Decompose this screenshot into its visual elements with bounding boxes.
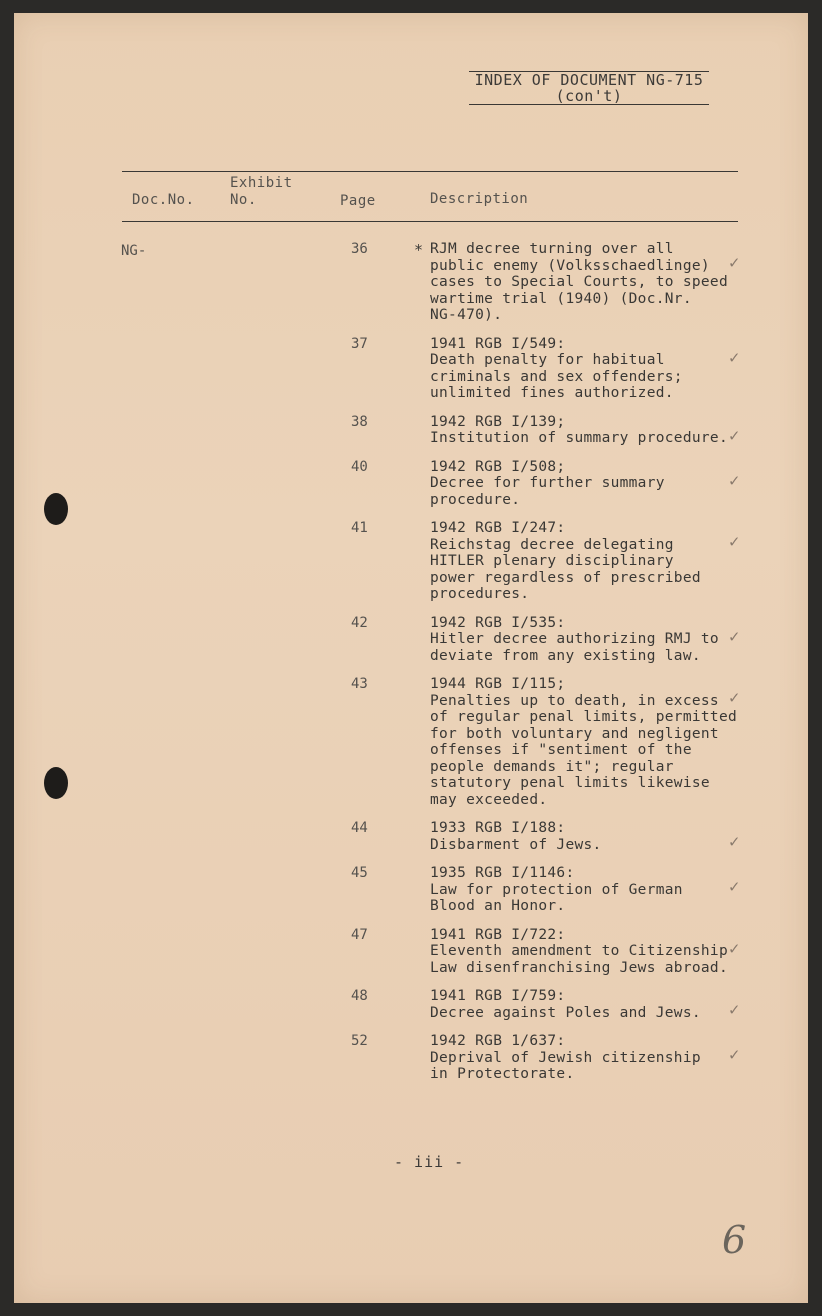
checkmark-icon: ✓ bbox=[729, 253, 740, 273]
index-entry bbox=[14, 988, 808, 1021]
index-entry bbox=[14, 615, 808, 665]
entry-description bbox=[430, 927, 808, 977]
entry-description bbox=[430, 336, 808, 402]
description-line: 1942 RGB I/535: bbox=[430, 614, 566, 631]
index-entry bbox=[14, 336, 808, 402]
document-title bbox=[469, 71, 709, 105]
description-line: procedures. bbox=[430, 586, 530, 602]
document-page bbox=[14, 13, 808, 1303]
description-line: Reichstag decree delegating bbox=[430, 536, 674, 553]
description-line: Death penalty for habitual bbox=[430, 352, 665, 368]
page-number-footer: - iii - bbox=[394, 1153, 465, 1171]
description-line: NG-470). bbox=[430, 307, 503, 323]
description-line: Disbarment of Jews. bbox=[430, 836, 602, 853]
entry-page-number: 38 bbox=[351, 413, 368, 430]
entry-page-number: 43 bbox=[351, 676, 368, 692]
description-line: 1935 RGB I/1146: bbox=[430, 865, 575, 881]
description-line: 1941 RGB I/549: bbox=[430, 335, 566, 352]
checkmark-icon: ✓ bbox=[729, 688, 740, 708]
description-line: 1941 RGB I/759: bbox=[430, 988, 566, 1004]
description-line: in Protectorate. bbox=[430, 1066, 575, 1082]
index-entry bbox=[14, 820, 808, 853]
description-line: deviate from any existing law. bbox=[430, 647, 701, 664]
entry-page-number: 37 bbox=[351, 335, 368, 352]
checkmark-icon: ✓ bbox=[729, 1045, 740, 1065]
index-entry bbox=[14, 865, 808, 915]
checkmark-icon: ✓ bbox=[729, 425, 740, 446]
header-exhibit-line1: Exhibit bbox=[230, 175, 293, 191]
index-entry bbox=[14, 676, 808, 808]
handwritten-number: 6 bbox=[722, 1218, 747, 1262]
index-entry bbox=[14, 927, 808, 977]
header-description: Description bbox=[430, 191, 529, 207]
description-line: Deprival of Jewish citizenship bbox=[430, 1049, 701, 1066]
description-line: Hitler decree authorizing RMJ to bbox=[430, 631, 719, 647]
description-line: statutory penal limits likewise bbox=[430, 775, 710, 791]
description-line: Decree against Poles and Jews. bbox=[430, 1004, 701, 1021]
entry-description bbox=[430, 414, 808, 447]
description-line: wartime trial (1940) (Doc.Nr. bbox=[430, 290, 692, 307]
index-entries bbox=[14, 241, 808, 1095]
asterisk-marker: * bbox=[414, 241, 424, 259]
index-entry bbox=[14, 1033, 808, 1083]
doc-no-value: NG- bbox=[121, 243, 147, 259]
description-line: Law for protection of German bbox=[430, 881, 683, 898]
entry-description bbox=[430, 1033, 808, 1083]
table-top-rule bbox=[122, 171, 738, 172]
checkmark-icon: ✓ bbox=[729, 1000, 740, 1020]
description-line: 1944 RGB I/115; bbox=[430, 676, 566, 692]
description-line: HITLER plenary disciplinary bbox=[430, 553, 674, 569]
description-line: of regular penal limits, permitted bbox=[430, 709, 738, 725]
index-entry bbox=[14, 414, 808, 447]
checkmark-icon: ✓ bbox=[729, 877, 740, 897]
entry-description bbox=[430, 520, 808, 603]
header-bottom-rule bbox=[122, 221, 738, 222]
entry-page-number: 36 bbox=[351, 241, 368, 257]
index-entry bbox=[14, 520, 808, 603]
index-entry bbox=[14, 459, 808, 509]
description-line: RJM decree turning over all bbox=[430, 241, 674, 257]
description-line: 1942 RGB 1/637: bbox=[430, 1033, 566, 1049]
entry-page-number: 45 bbox=[351, 865, 368, 881]
entry-page-number: 52 bbox=[351, 1033, 368, 1049]
description-line: Blood an Honor. bbox=[430, 898, 566, 914]
header-page: Page bbox=[340, 193, 376, 209]
description-line: for both voluntary and negligent bbox=[430, 725, 719, 742]
description-line: 1933 RGB I/188: bbox=[430, 820, 566, 836]
entry-description bbox=[430, 241, 808, 324]
description-line: criminals and sex offenders; bbox=[430, 368, 683, 385]
description-line: 1941 RGB I/722: bbox=[430, 926, 566, 943]
entry-description bbox=[430, 820, 808, 853]
entry-description bbox=[430, 676, 808, 808]
entry-page-number: 41 bbox=[351, 520, 368, 536]
header-doc-no: Doc.No. bbox=[132, 192, 195, 208]
entry-page-number: 42 bbox=[351, 614, 368, 631]
entry-description bbox=[430, 865, 808, 915]
checkmark-icon: ✓ bbox=[729, 470, 740, 491]
header-exhibit-line2: No. bbox=[230, 192, 257, 208]
entry-page-number: 44 bbox=[351, 820, 368, 836]
description-line: public enemy (Volksschaedlinge) bbox=[430, 257, 710, 274]
description-line: 1942 RGB I/247: bbox=[430, 520, 566, 536]
entry-page-number: 40 bbox=[351, 458, 368, 475]
description-line: cases to Special Courts, to speed bbox=[430, 274, 728, 290]
description-line: may exceeded. bbox=[430, 791, 548, 808]
entry-description bbox=[430, 988, 808, 1021]
description-line: 1942 RGB I/508; bbox=[430, 458, 566, 475]
description-line: unlimited fines authorized. bbox=[430, 385, 674, 401]
title-line-2: (con't) bbox=[555, 87, 623, 105]
checkmark-icon: ✓ bbox=[729, 347, 740, 368]
checkmark-icon: ✓ bbox=[729, 938, 740, 959]
description-line: Decree for further summary bbox=[430, 475, 665, 491]
title-line-1: INDEX OF DOCUMENT NG-715 bbox=[474, 71, 704, 89]
index-entry bbox=[14, 241, 808, 324]
checkmark-icon: ✓ bbox=[729, 532, 740, 552]
description-line: procedure. bbox=[430, 491, 521, 508]
entry-description bbox=[430, 459, 808, 509]
description-line: Law disenfranchising Jews abroad. bbox=[430, 959, 728, 976]
description-line: Penalties up to death, in excess bbox=[430, 692, 719, 709]
entry-page-number: 48 bbox=[351, 988, 368, 1004]
checkmark-icon: ✓ bbox=[729, 832, 740, 852]
description-line: Eleventh amendment to Citizenship bbox=[430, 943, 728, 959]
entry-description bbox=[430, 615, 808, 665]
description-line: offenses if "sentiment of the bbox=[430, 742, 692, 758]
checkmark-icon: ✓ bbox=[729, 626, 740, 647]
description-line: Institution of summary procedure. bbox=[430, 430, 728, 446]
description-line: power regardless of prescribed bbox=[430, 569, 701, 586]
entry-page-number: 47 bbox=[351, 926, 368, 943]
description-line: people demands it"; regular bbox=[430, 758, 674, 775]
description-line: 1942 RGB I/139; bbox=[430, 413, 566, 430]
